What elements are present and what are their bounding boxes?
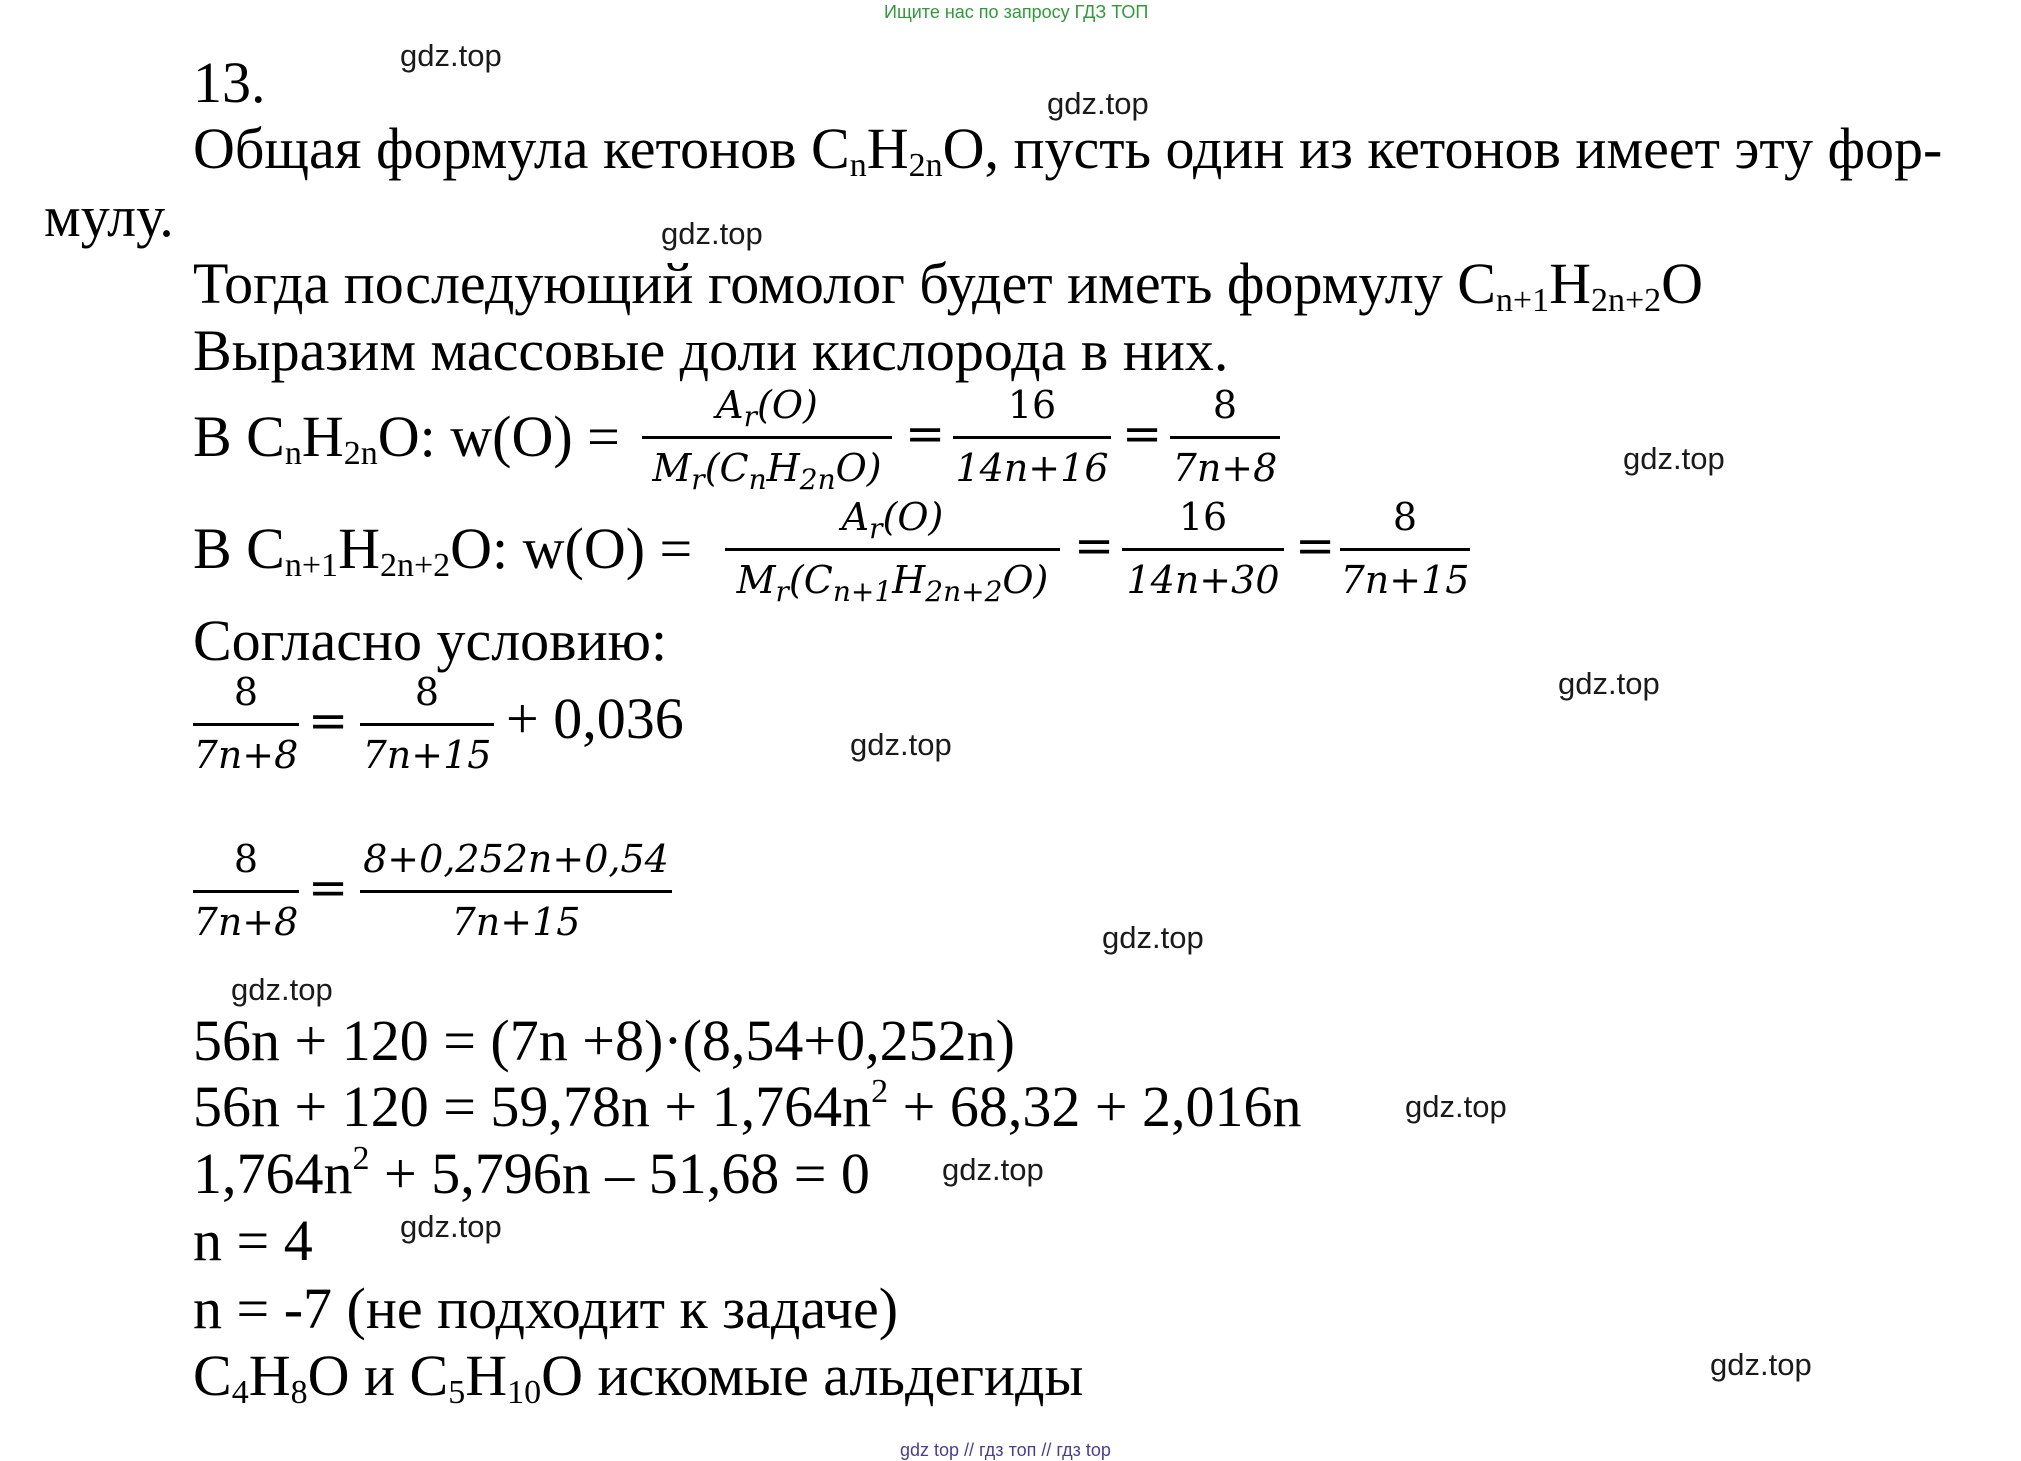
equation-3-fraction-2: 8 7n+15 bbox=[360, 673, 494, 780]
watermark: gdz.top bbox=[850, 727, 952, 762]
watermark: gdz.top bbox=[231, 972, 333, 1007]
watermark: gdz.top bbox=[1102, 920, 1204, 955]
equation-1-prefix: В $C_nH_{2n}O$: w(O) = bbox=[193, 404, 620, 472]
equation-3-tail: + 0,036 bbox=[506, 686, 684, 751]
watermark: gdz.top bbox=[1047, 86, 1149, 121]
equation-1-fraction-3: 8 7n+8 bbox=[1170, 386, 1280, 493]
header-note: Ищите нас по запросу ГДЗ ТОП bbox=[884, 2, 1149, 22]
watermark: gdz.top bbox=[400, 38, 502, 73]
text-line-1: Общая формула кетонов $C_nH_{2n}O$, пусть один из кетонов имеет эту фор- bbox=[193, 116, 1943, 184]
watermark: gdz.top bbox=[1405, 1089, 1507, 1124]
watermark: gdz.top bbox=[1558, 666, 1660, 701]
equals-sign: = bbox=[905, 406, 946, 462]
condition-heading: Согласно условию: bbox=[193, 608, 668, 673]
watermark: gdz.top bbox=[400, 1209, 502, 1244]
answer-line: $C_4H_8O$ и $C_5H_{10}O$ искомые альдегиды bbox=[193, 1343, 1084, 1411]
equals-sign: = bbox=[308, 860, 349, 916]
solution-step-4: n = 4 bbox=[193, 1208, 313, 1273]
equation-1-fraction-1: $A_r(O)$ $M_r(C_nH_{2n}O)$ bbox=[642, 386, 892, 493]
solution-step-3: $1,764n^2 + 5,796n - 51,68 = 0$ bbox=[193, 1140, 870, 1206]
footer-note: gdz top // гдз топ // гдз top bbox=[900, 1440, 1111, 1460]
solution-step-1: 56n + 120 = (7n +8)·(8,54+0,252n) bbox=[193, 1008, 1015, 1073]
equals-sign: = bbox=[1074, 518, 1115, 574]
equation-3-fraction-1: 8 7n+8 bbox=[193, 670, 299, 777]
equation-2-prefix: В $C_{n+1}H_{2n+2}O$: w(O) = bbox=[193, 516, 693, 584]
equals-sign: = bbox=[1122, 406, 1163, 462]
equation-4-fraction-1: 8 7n+8 bbox=[193, 837, 299, 944]
watermark: gdz.top bbox=[1710, 1347, 1812, 1382]
equation-2-fraction-3: 8 7n+15 bbox=[1340, 495, 1470, 602]
text-line-2: мулу. bbox=[44, 184, 174, 249]
equals-sign: = bbox=[308, 693, 349, 749]
watermark: gdz.top bbox=[942, 1152, 1044, 1187]
text-line-4: Выразим массовые доли кислорода в них. bbox=[193, 318, 1229, 383]
equation-2-fraction-2: 16 14n+30 bbox=[1122, 498, 1284, 605]
solution-step-2: $56n + 120 = 59,78n + 1,764n^2 + 68,32 + 2,016n$ bbox=[193, 1073, 1302, 1139]
solution-step-5: n = -7 (не подходит к задаче) bbox=[193, 1276, 899, 1341]
task-number: 13. bbox=[193, 50, 266, 115]
watermark: gdz.top bbox=[661, 216, 763, 251]
equation-1-fraction-2: 16 14n+16 bbox=[953, 386, 1111, 493]
equation-4-fraction-2: 8+0,252n+0,54 7n+15 bbox=[360, 840, 672, 947]
equation-2-fraction-1: $A_r(O)$ $M_r(C_{n+1}H_{2n+2}O)$ bbox=[725, 498, 1060, 605]
equals-sign: = bbox=[1295, 518, 1336, 574]
watermark: gdz.top bbox=[1623, 441, 1725, 476]
text-line-3: Тогда последующий гомолог будет иметь формулу $C_{n+1}H_{2n+2}O$ bbox=[193, 251, 1704, 319]
